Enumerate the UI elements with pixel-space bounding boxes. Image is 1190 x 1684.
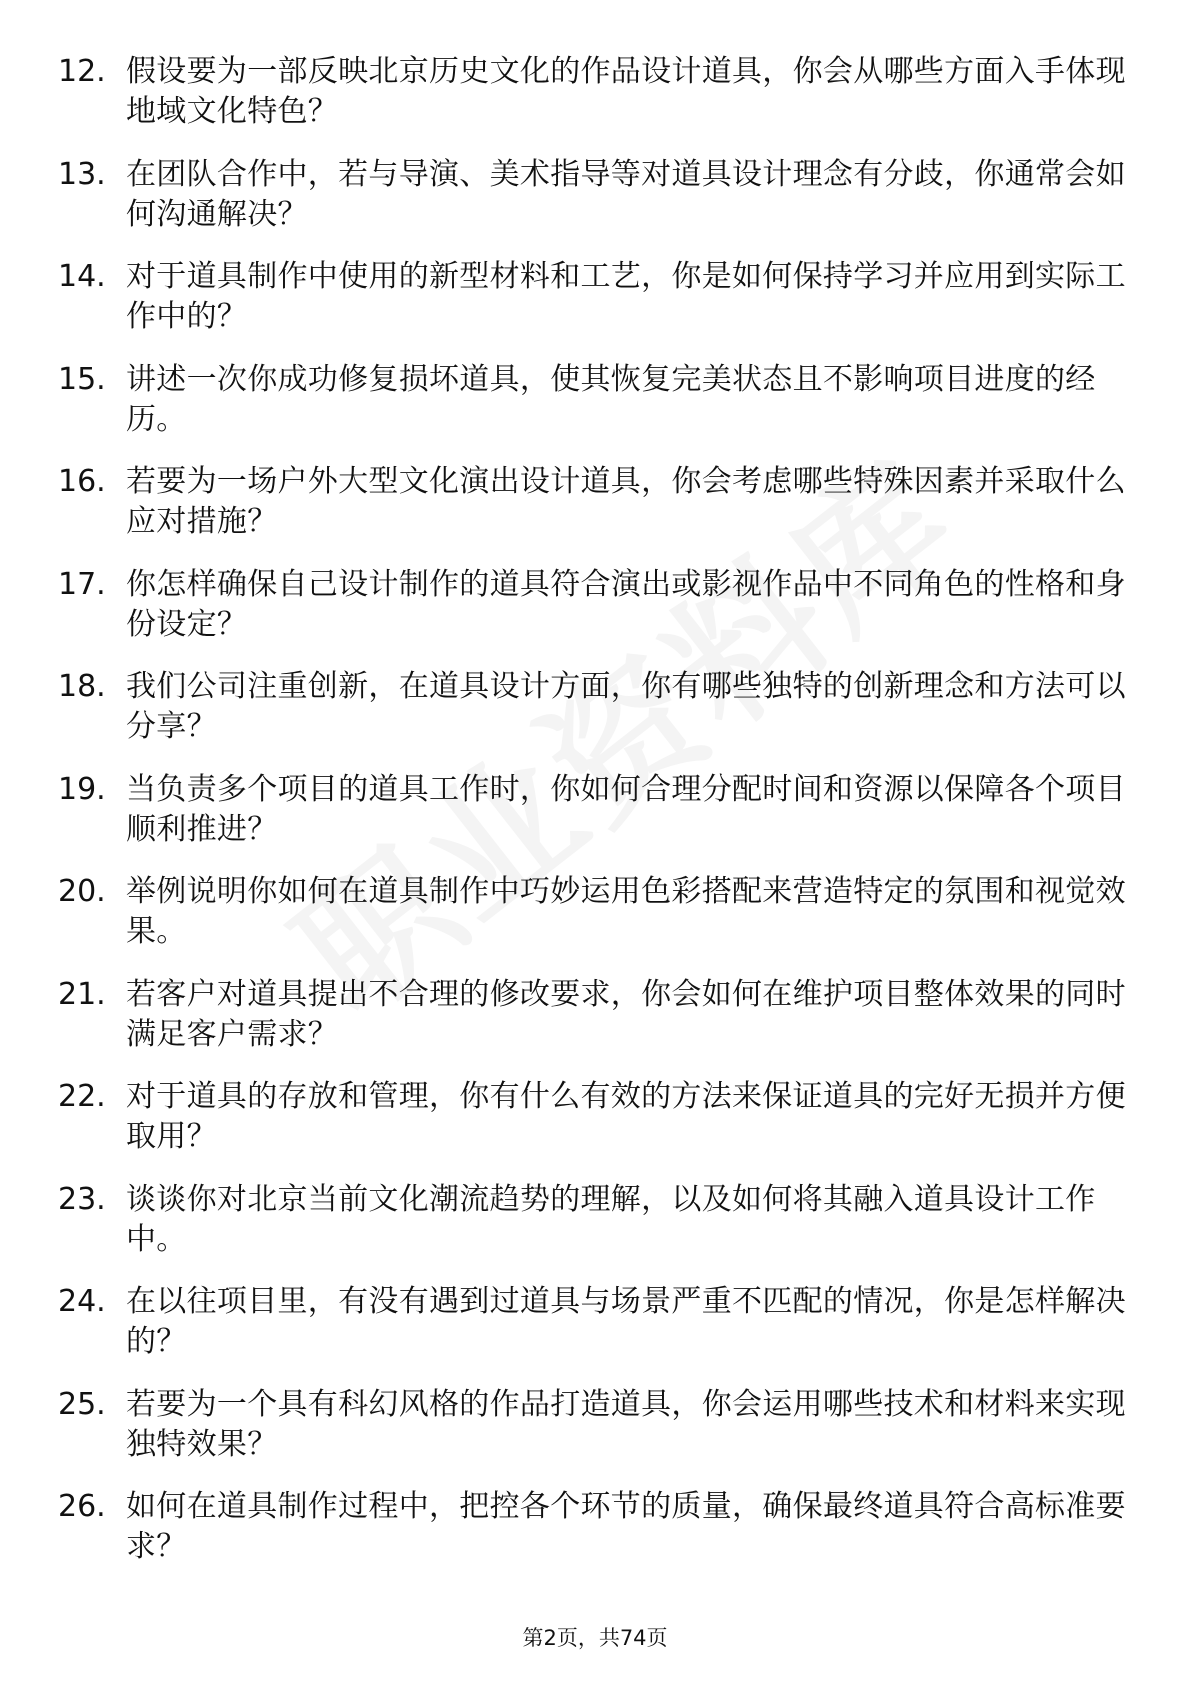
question-item — [58, 1180, 1128, 1260]
question-text: 我们公司注重创新，在道具设计方面，你有哪些独特的创新理念和方法可以分享？ — [126, 669, 1126, 744]
question-item — [58, 565, 1128, 645]
question-item — [58, 667, 1128, 747]
question-number: 25. — [58, 1386, 106, 1422]
question-text: 当负责多个项目的道具工作时，你如何合理分配时间和资源以保障各个项目顺利推进？ — [126, 771, 1126, 847]
question-text: 如何在道具制作过程中，把控各个环节的质量，确保最终道具符合高标准要求？ — [126, 1489, 1126, 1564]
question-item — [58, 462, 1128, 542]
question-number: 14. — [58, 259, 106, 294]
question-text: 举例说明你如何在道具制作中巧妙运用色彩搭配来营造特定的氛围和视觉效果。 — [126, 874, 1126, 949]
question-text: 假设要为一部反映北京历史文化的作品设计道具，你会从哪些方面入手体现地域文化特色？ — [126, 54, 1126, 129]
question-item — [58, 360, 1128, 440]
question-number: 16. — [58, 464, 106, 499]
question-number: 20. — [58, 874, 106, 909]
question-item — [58, 1077, 1128, 1157]
question-text: 若要为一场户外大型文化演出设计道具，你会考虑哪些特殊因素并采取什么应对措施？ — [126, 464, 1126, 539]
question-number: 19. — [58, 771, 106, 807]
question-number: 21. — [58, 976, 106, 1012]
question-item — [58, 872, 1128, 952]
question-item — [58, 257, 1128, 337]
question-text: 若要为一个具有科幻风格的作品打造道具，你会运用哪些技术和材料来实现独特效果？ — [126, 1386, 1126, 1462]
question-text: 在以往项目里，有没有遇到过道具与场景严重不匹配的情况，你是怎样解决的？ — [126, 1284, 1126, 1359]
question-text: 在团队合作中，若与导演、美术指导等对道具设计理念有分歧，你通常会如何沟通解决？ — [126, 156, 1126, 232]
question-text: 对于道具的存放和管理，你有什么有效的方法来保证道具的完好无损并方便取用？ — [126, 1079, 1126, 1154]
question-number: 15. — [58, 361, 106, 397]
question-text: 你怎样确保自己设计制作的道具符合演出或影视作品中不同角色的性格和身份设定？ — [126, 566, 1126, 642]
question-item — [58, 770, 1128, 850]
question-number: 26. — [58, 1489, 106, 1524]
question-number: 12. — [58, 54, 106, 89]
question-item — [58, 1487, 1128, 1567]
question-list — [58, 52, 1128, 1590]
question-item — [58, 1282, 1128, 1362]
question-number: 18. — [58, 669, 106, 704]
question-item — [58, 975, 1128, 1055]
question-item — [58, 1385, 1128, 1465]
question-number: 24. — [58, 1284, 106, 1319]
question-number: 22. — [58, 1079, 106, 1114]
question-number: 17. — [58, 566, 106, 602]
page-footer: 第2页，共74页 — [522, 1626, 668, 1650]
question-item — [58, 52, 1128, 132]
question-number: 23. — [58, 1181, 106, 1217]
question-number: 13. — [58, 156, 106, 192]
question-text: 谈谈你对北京当前文化潮流趋势的理解，以及如何将其融入道具设计工作中。 — [126, 1181, 1096, 1257]
question-text: 对于道具制作中使用的新型材料和工艺，你是如何保持学习并应用到实际工作中的？ — [126, 259, 1126, 334]
question-text: 讲述一次你成功修复损坏道具，使其恢复完美状态且不影响项目进度的经历。 — [126, 361, 1096, 437]
question-text: 若客户对道具提出不合理的修改要求，你会如何在维护项目整体效果的同时满足客户需求？ — [126, 976, 1126, 1052]
question-item — [58, 155, 1128, 235]
